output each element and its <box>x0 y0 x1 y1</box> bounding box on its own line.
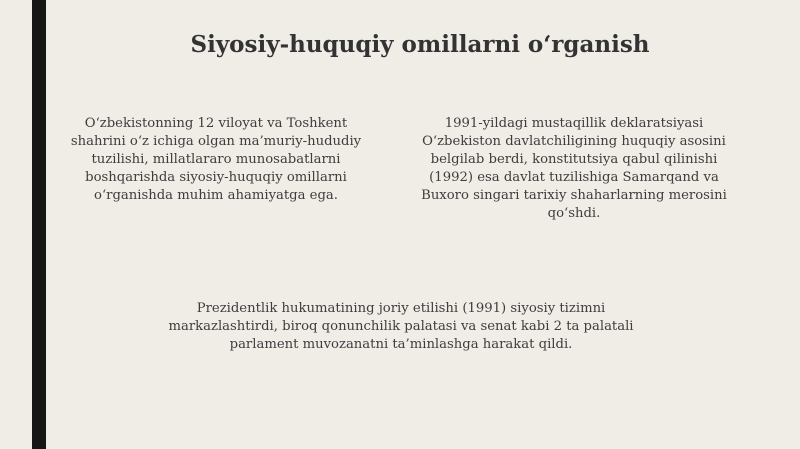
bottom-paragraph-line: markazlashtirdi, biroq qonunchilik palatasi va senat kabi 2 ta palatali <box>168 319 634 334</box>
left-paragraph-line: tuzilishi, millatlararo munosabatlarni <box>91 152 341 167</box>
left-accent-bar <box>32 0 46 449</box>
right-paragraph-line: qo‘shdi. <box>547 206 601 221</box>
right-paragraph-line: Buxoro singari tarixiy shaharlarning merosini <box>421 188 727 203</box>
left-paragraph-line: boshqarishda siyosiy-huquqiy omillarni <box>85 170 347 185</box>
right-paragraph <box>388 115 760 223</box>
right-paragraph-line: 1991-yildagi mustaqillik deklaratsiyasi <box>444 116 704 131</box>
slide-title: Siyosiy-huquqiy omillarni o‘rganish <box>190 31 650 58</box>
left-paragraph <box>30 115 402 205</box>
left-paragraph-line: shahrini o‘z ichiga olgan ma’muriy-hududiy <box>70 134 362 149</box>
bottom-paragraph <box>110 300 692 354</box>
right-paragraph-line: belgilab berdi, konstitutsiya qabul qilinishi <box>430 152 718 167</box>
right-paragraph-line: O‘zbekiston davlatchiligining huquqiy asosini <box>422 134 726 149</box>
left-paragraph-line: o‘rganishda muhim ahamiyatga ega. <box>94 188 338 203</box>
bottom-paragraph-line: Prezidentlik hukumatining joriy etilishi (1991) siyosiy tizimni <box>196 301 606 316</box>
left-paragraph-line: O‘zbekistonning 12 viloyat va Toshkent <box>84 116 348 131</box>
right-paragraph-line: (1992) esa davlat tuzilishiga Samarqand va <box>429 170 719 185</box>
bottom-paragraph-line: parlament muvozanatni ta’minlashga harakat qildi. <box>229 337 573 352</box>
